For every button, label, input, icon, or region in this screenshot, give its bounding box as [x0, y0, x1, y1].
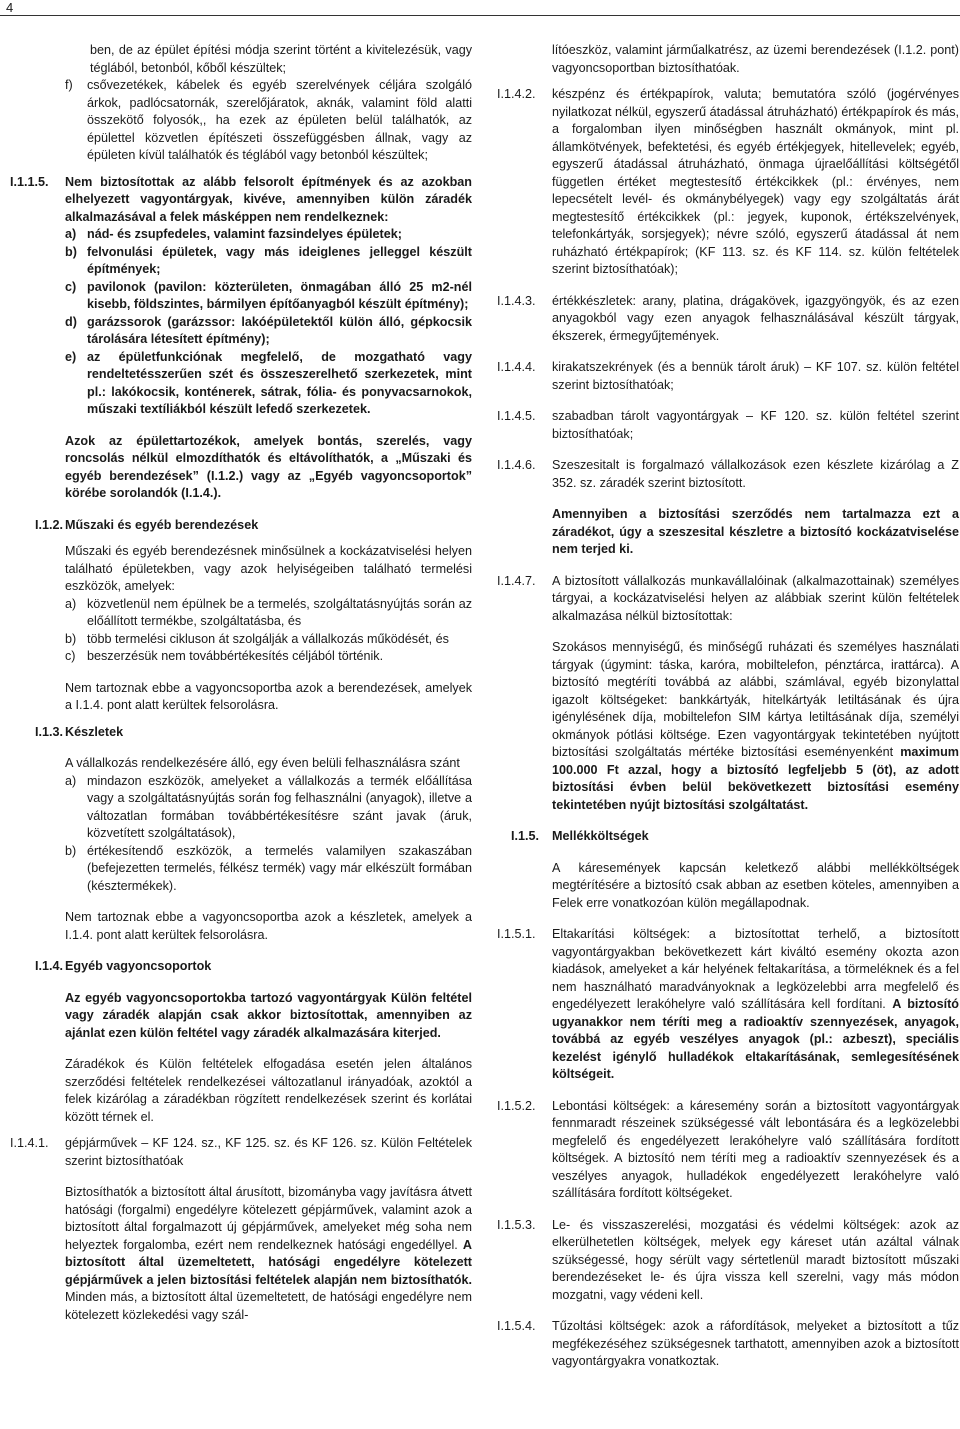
section-note: Nem tartoznak ebbe a vagyoncsoportba azok a berendezések, amelyek a I.1.4. pont alatt kerültek felsorolásra. — [65, 680, 472, 712]
section-number: I.1.4.2. — [497, 87, 536, 101]
section-note: Záradékok és Külön feltételek elfogadása esetén jelen általános szerződési feltételek rendelkezései változatlanul irányadóak, azoktól a felek kizárólag a záradékban rögzített rendelkezések szerint és korlátai között térnek el. — [65, 1057, 472, 1124]
section-note: Azok az épülettartozékok, amelyek bontás, szerelés, vagy roncsolás nélkül elmozdíthatók és eltávolíthatók, a „Műszaki és egyéb berendezések” (I.1.2.) vagy az „Egyéb vagyoncsoportok” körébe sorolandók (I.1.4.). — [65, 433, 472, 500]
section-number: I.1.1.5. — [10, 174, 49, 189]
numbered-item — [497, 408, 959, 443]
list-letter: c) — [65, 649, 76, 663]
section-title: Egyéb vagyoncsoportok — [65, 959, 212, 973]
section-bold-text: Amennyiben a biztosítási szerződés nem tartalmazza ezt a záradékot, úgy a szeszesital készletre a biztosító kockázatviselése nem terjed ki. — [552, 507, 959, 556]
list-item — [65, 631, 472, 649]
exclusion-list — [10, 226, 472, 419]
list-letter: b) — [65, 244, 77, 259]
section-intro: Műszaki és egyéb berendezésnek minősülnek a kockázatviselési helyen található épületekben, vagy azok helyiségeiben található termelési eszközök, amelyek: — [65, 544, 472, 593]
section-number: I.1.4.1. — [10, 1136, 49, 1150]
list-letter: c) — [65, 279, 77, 294]
section-number: I.1.4.4. — [497, 360, 536, 374]
section-number: I.1.5.1. — [497, 927, 536, 941]
section-number: I.1.3. — [35, 724, 64, 739]
section-number: I.1.5. — [511, 829, 540, 843]
section-number: I.1.4. — [35, 959, 64, 973]
list-item-text: pavilonok (pavilon: közterületen, önmagában álló 25 m2-nél kisebb, földszintes, bármilyen építőanyagból készült építmény); — [87, 279, 472, 311]
section-number: I.1.4.6. — [497, 458, 536, 472]
paragraph-bold-text: A biztosított által üzemeltetett, hatósági engedélyre kötelezett gépjárművek a jelen biztosítási feltételek alapján nem biztosíthatók. — [65, 1237, 472, 1287]
list-item — [65, 314, 472, 349]
section-title: Készletek — [65, 724, 124, 739]
paragraph — [552, 639, 959, 814]
numbered-item — [497, 457, 959, 492]
numbered-item — [497, 293, 959, 346]
section-intro: Nem biztosítottak az alább felsorolt építmények és az azokban elhelyezett vagyontárgyak, kivéve, amennyiben külön záradék alkalmazásával a felek másképpen nem rendelkeznek: — [65, 174, 472, 224]
numbered-item — [497, 926, 959, 1084]
section-title: Mellékköltségek — [552, 829, 649, 843]
list-item — [65, 843, 472, 896]
section-number: I.1.5.4. — [497, 1319, 536, 1333]
list-letter: a) — [65, 596, 77, 611]
section-number: I.1.4.5. — [497, 409, 536, 423]
item-text: gépjárművek – KF 124. sz., KF 125. sz. és KF 126. sz. Külön Feltételek szerint biztosíthatóak — [65, 1136, 472, 1168]
list-item — [65, 648, 472, 666]
list-letter: d) — [65, 314, 77, 329]
section-number: I.1.4.3. — [497, 293, 536, 308]
list-item-text: felvonulási épületek, vagy más ideiglenes jelleggel készült építmények; — [87, 244, 472, 276]
item-text: A biztosított vállalkozás munkavállalóinak (alkalmazottainak) személyes tárgyai, a kockázatviselési helyen az alábbiak szerint külön feltételek alkalmazása nélkül biztosítottak: — [552, 573, 959, 623]
section-intro: A vállalkozás rendelkezésére álló, egy éven belüli felhasználásra szánt — [65, 756, 460, 770]
numbered-item — [497, 1217, 959, 1305]
section-number: I.1.2. — [35, 517, 64, 532]
continuation-text: ben, de az épület építési módja szerint történt a kivitelezésük, vagy téglából, betonból, kőből készültek; — [90, 43, 472, 75]
left-column — [10, 42, 472, 1324]
item-text: kirakatszekrények (és a bennük tárolt áruk) – KF 107. sz. külön feltétel szerint biztosíthatóak; — [552, 360, 959, 392]
list-letter: f) — [65, 78, 73, 92]
right-column — [497, 42, 959, 1371]
list-item-text: közvetlenül nem épülnek be a termelés, szolgáltatásnyújtás során az előállított termékbe, szolgáltatásba, és — [87, 596, 472, 628]
section-note: Nem tartoznak ebbe a vagyoncsoportba azok a készletek, amelyek a I.1.4. pont alatt kerültek felsorolásra. — [65, 910, 472, 942]
paragraph-bold-text: maximum 100.000 Ft azzal, hogy a biztosító legfeljebb 5 (öt), az adott biztosítási évben belül bekövetkezett biztosítási esemény tekintetében nyújt biztosítási szolgáltatást. — [552, 745, 959, 812]
list-letter: e) — [65, 349, 77, 364]
numbered-item — [497, 86, 959, 279]
numbered-item — [497, 1098, 959, 1203]
list-item — [65, 349, 472, 419]
list-item-text: több termelési cikluson át szolgálják a vállalkozás működését, és — [87, 631, 449, 646]
list-letter: a) — [65, 773, 77, 788]
section-bold-text: Az egyéb vagyoncsoportokba tartozó vagyontárgyak Külön feltétel vagy záradék alapján csak akkor biztosítottak, amennyiben az ajánlat ezen külön feltétel vagy záradék alkalmazására kiterjed. — [65, 990, 472, 1040]
equipment-list — [10, 596, 472, 666]
list-item-text: az épületfunkciónak megfelelő, de mozgatható vagy rendeltetésszerűen szét és összeszerelhető szerkezetek, mint pl.: lakókocsik, konténerek, sátrak, fólia- és ponyvacsarnokok, műszaki textíliákból készült lefedő szerkezetek. — [87, 349, 472, 416]
inventory-list — [10, 773, 472, 896]
item-text: Szeszesitalt is forgalmazó vállalkozások ezen készlete kizárólag a Z 352. sz. záradék szerint biztosított. — [552, 458, 959, 490]
section-title: Műszaki és egyéb berendezések — [65, 517, 259, 532]
paragraph-text: Biztosíthatók a biztosított által árusított, bizományba vagy javításra átvett hatósági (forgalmi) engedélyre kötelezett gépjárművek, valamint azok a biztosított által forgalmazott új gépjárművek, amelyeket még soha nem helyeztek forgalomba, ezért nem rendelkeznek hatósági engedéllyel. — [65, 1185, 472, 1252]
list-item-text: értékesítendő eszközök, a termelés valamilyen szakaszában (befejezetten termelés, félkész termék) vagy már elkészült formában (késztermékek). — [87, 843, 472, 893]
list-item — [65, 596, 472, 631]
list-item — [65, 244, 472, 279]
header-rule — [0, 15, 960, 16]
list-item-text: garázssorok (garázssor: lakóépületektől külön álló, gépkocsik tárolására létesített építmény); — [87, 314, 472, 346]
section-number: I.1.5.2. — [497, 1098, 536, 1113]
section-intro: A káresemények kapcsán keletkező alábbi mellékköltségek megtérítésére a biztosító csak abban az esetben köteles, amennyiben a Felek erre vonatkozóan külön megállapodnak. — [552, 860, 959, 910]
numbered-item — [497, 1318, 959, 1371]
list-item-text: beszerzésük nem továbbértékesítés céljából történik. — [87, 649, 384, 663]
item-bold-text: A biztosító ugyanakkor nem téríti meg a radioaktív szennyezések, anyagok, továbbá az egyéb veszélyes anyagok (pl.: azbeszt), speciális kezelést igénylő hulladékok eltakarításának, semlegesítésének költségeit. — [552, 997, 959, 1081]
paragraph-text: Szokásos mennyiségű, és minőségű ruházati és személyes használati tárgyak (úgymint: táska, karóra, mobiltelefon, pénztárca, irattárca). A biztosító megtéríti továbbá az alábbi, számlával, egyéb bizonylattal igazolt költségeket: bankkártyák, hitelkártyák letiltásának és újra igénylésének díja, mobiltelefon SIM kártya letiltásának díja, személyi okmányok pótlási költsége. Ezen vagyontárgyak tekintetében nyújtott biztosítási szolgáltatás mértéke biztosítási eseményenként — [552, 640, 959, 759]
list-letter: b) — [65, 843, 77, 858]
continuation-text: lítóeszköz, valamint járműalkatrész, az üzemi berendezések (I.1.2. pont) vagyoncsoportban biztosíthatóak. — [552, 43, 959, 75]
paragraph-text: Minden más, a biztosított által üzemeltetett, de hatósági engedélyre nem kötelezett közlekedési vagy szál- — [65, 1290, 472, 1322]
paragraph — [65, 1184, 472, 1324]
item-text: értékkészletek: arany, platina, drágakövek, igazgyöngyök, és az ezen anyagokból vagy ezen anyagok felhasználásával készült tárgyak, ékszerek, érmegyűjtemények. — [552, 293, 959, 343]
list-item — [65, 773, 472, 843]
list-item-text: csővezetékek, kábelek és egyéb szerelvények céljára szolgáló árkok, padlócsatornák, szerelőjáratok, aknák, valamint föld alatti összekötő folyosók,, ha ezek az épületen belül találhatók, az épülettel közvetlen építészeti összefüggésben állnak, vagy az épületen kívül találhatók és téglából vagy betonból készültek; — [87, 78, 472, 162]
list-letter: b) — [65, 631, 77, 646]
item-text: Lebontási költségek: a káresemény során a biztosított vagyontárgyak fennmaradt részeinek szükségessé vált lebontására és a legközelebbi megfelelő és engedélyezett lerakóhelyre való szállítására fordított költségek. A biztosító nem téríti meg a radioaktív szennyezések és a veszélyes anyagok, hulladékok engedélyezett lerakóhelyre való szállítására fordított költségeket. — [552, 1098, 959, 1200]
section-number: I.1.5.3. — [497, 1217, 536, 1232]
numbered-item — [497, 573, 959, 626]
item-text: Tűzoltási költségek: azok a ráfordítások, melyeket a biztosított a tűz megfékezéséhez szükségesnek tarthatott, amennyiben azok a biztosított vagyontárgyakra vonatkoztak. — [552, 1319, 959, 1368]
item-text: szabadban tárolt vagyontárgyak – KF 120. sz. külön feltétel szerint biztosíthatóak; — [552, 409, 959, 441]
section-number: I.1.4.7. — [497, 573, 536, 588]
item-text-part: Eltakarítási költségek: a biztosítottat terhelő, a biztosított vagyontárgyakban bekövetkezett kárt kiváltó esemény okozta azon kiadások, amelyeket a kár helyének feltakarítása, a törmeléknek és a fel nem használható maradványoknak a legközelebbi arra megfelelő és engedélyezett lerakóhelyre való szállítására kell fordítani. — [552, 927, 959, 1011]
page-number: 4 — [6, 0, 14, 15]
numbered-item — [497, 359, 959, 394]
list-letter: a) — [65, 227, 77, 241]
list-item-text: mindazon eszközök, amelyeket a vállalkozás a termék előállítása vagy a szolgáltatásnyújtás során fog felhasználni (anyagok), illetve a változatlan formában továbbértékesítésre szánt javak (áruk, közvetített szolgáltatások), — [87, 773, 472, 840]
list-item — [65, 226, 472, 244]
list-item-text: nád- és zsupfedeles, valamint fazsindelyes épületek; — [87, 227, 402, 241]
item-text: Le- és visszaszerelési, mozgatási és védelmi költségek: azok az elkerülhetetlen költségek, melyek egy káreset után azáltal válnak szükségessé, hogy sérült vagy sértetlenül maradt biztosított műszaki berendezéseket le- és újra vissza kell szerelni, vagy más módon mozgatni, vagy védeni kell. — [552, 1217, 959, 1302]
item-text: készpénz és értékpapírok, valuta; bemutatóra szóló (jogérvényes nyilatkozat nélkül, egyszerű átadással átruházható) értékpapírok és más, a forgalomban ilyen minőségben használt okmányok, mint pl. államkötvények, befektetési, és egyéb értékjegyek, hitellevelek; egyéb, egyszerű átadással átruházható, önmaga újraelőállítási költségétől független értéket megtestesítő értékcikkek (pl.: érvényes, nem lepecsételt levél- és okmánybélyegek) vagy egy szolgáltatás árát megtestesítő értékcikkek (pl.: jegyek, kuponok, értékszelvények, telefonkártyák, sorsjegyek); névre szóló, egyszerű átadással át nem ruházható értékpapírok; (KF 113. sz. és KF 114. sz. külön feltételek szerint biztosíthatóak); — [552, 87, 959, 276]
item-text — [552, 926, 959, 1084]
list-item — [65, 279, 472, 314]
